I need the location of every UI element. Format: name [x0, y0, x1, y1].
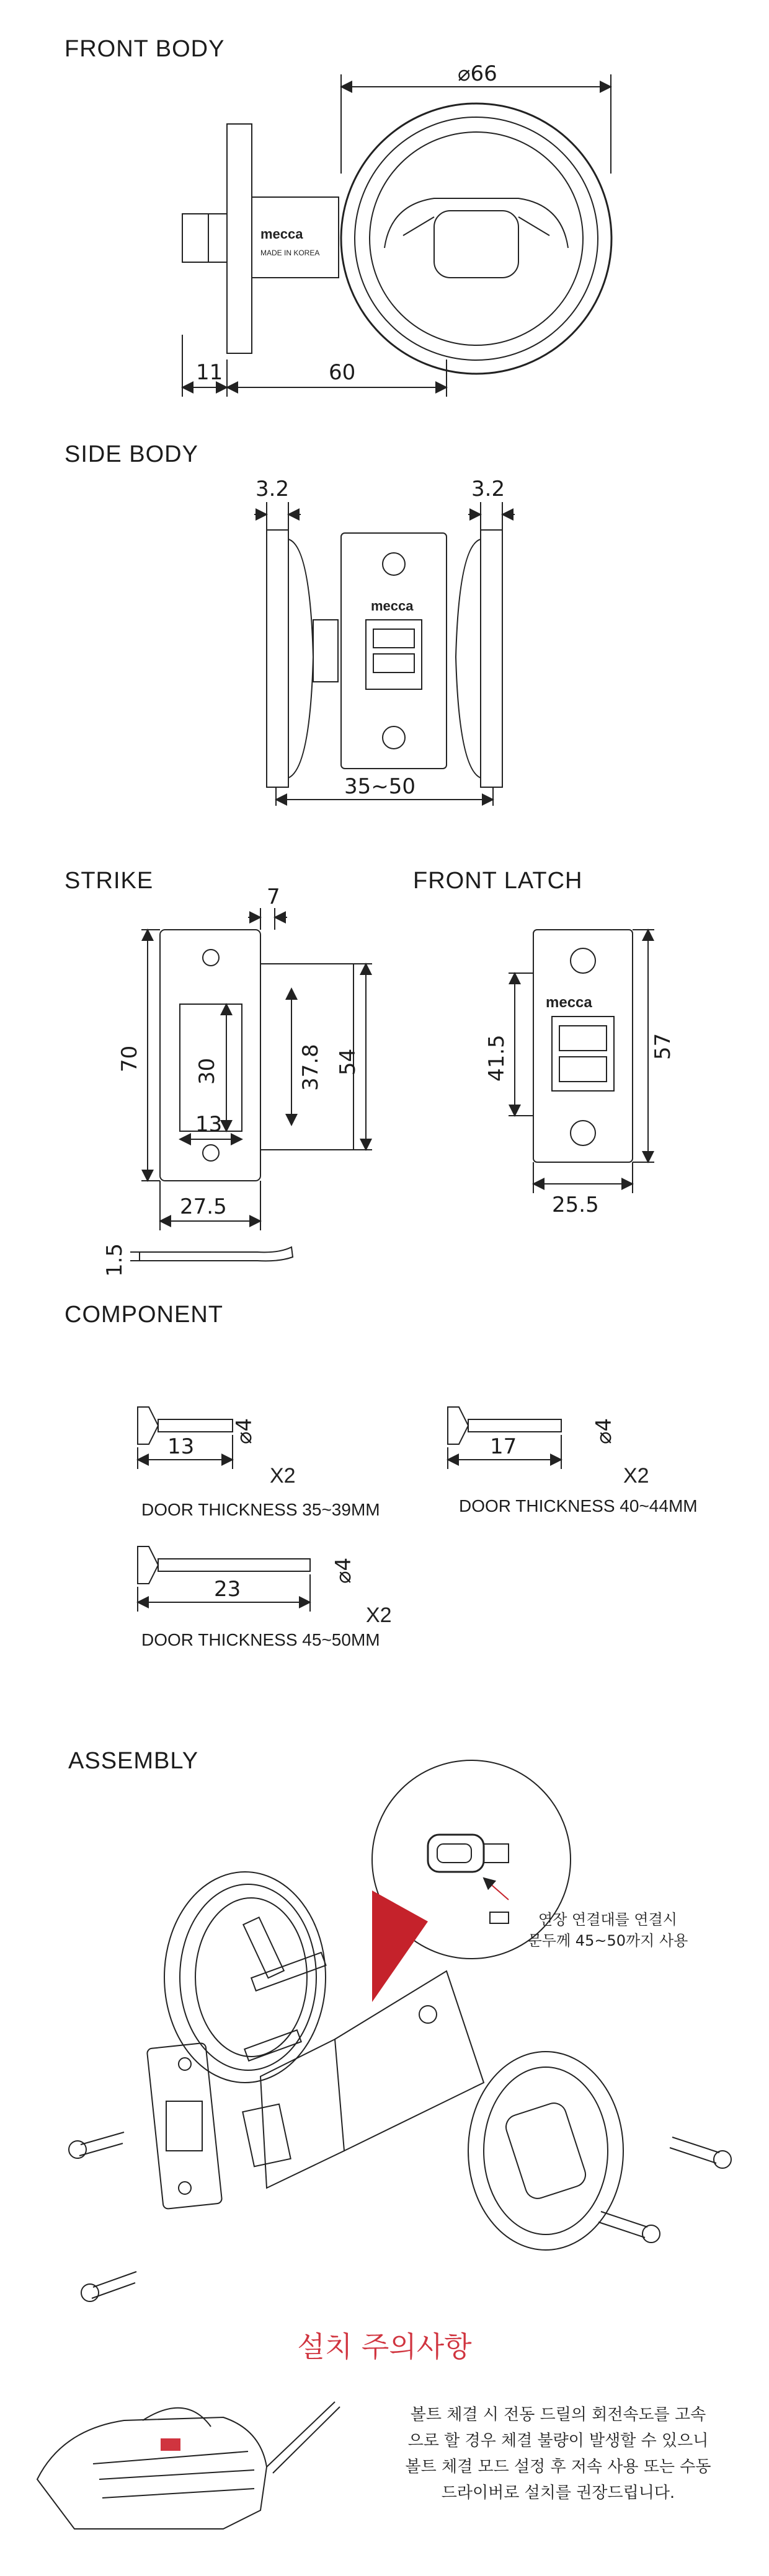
dim-strike-thickness: 1.5: [102, 1243, 127, 1277]
front-latch-title: FRONT LATCH: [413, 868, 583, 894]
screw-17-dia: ⌀4: [592, 1418, 616, 1444]
strike-drawing: [130, 908, 372, 1261]
assembly-rose-front: [468, 2052, 623, 2250]
assembly-rose-back: [164, 1872, 326, 2083]
dim-strike-width: 27.5: [180, 1194, 227, 1219]
dim-latch-width: 25.5: [552, 1193, 599, 1217]
dim-60: 60: [329, 360, 356, 385]
callout-line-2: 문두께 45~50까지 사용: [527, 1932, 688, 1949]
drill-illustration: [37, 2402, 340, 2529]
side-body-title: SIDE BODY: [64, 441, 198, 467]
screw-13-dia: ⌀4: [232, 1418, 257, 1444]
warning-line-1: 볼트 체결 시 전동 드릴의 회전속도를 고속: [410, 2406, 706, 2424]
front-body-made-in: MADE IN KOREA: [260, 249, 320, 257]
screw-23-length: 23: [214, 1577, 241, 1602]
assembly-screws: [69, 2132, 731, 2301]
dim-strike-slot-h: 30: [195, 1057, 220, 1085]
dim-11: 11: [196, 360, 223, 385]
dim-strike-top: 7: [267, 884, 280, 909]
dim-left-thk: 3.2: [256, 477, 290, 501]
dim-latch-inner-h: 41.5: [484, 1034, 509, 1082]
callout-line-1: 연장 연결대를 연결시: [538, 1911, 677, 1928]
dim-diameter: ⌀66: [458, 61, 497, 86]
dim-range: 35~50: [344, 774, 416, 799]
front-body-title: FRONT BODY: [64, 36, 225, 62]
dim-strike-slot-w: 13: [195, 1112, 223, 1137]
screw-17-note: DOOR THICKNESS 40~44MM: [459, 1496, 698, 1515]
front-body-drawing: [182, 74, 611, 397]
assembly-strike-plate: [147, 2043, 223, 2210]
component-title: COMPONENT: [64, 1302, 223, 1328]
dim-strike-box-h: 37.8: [298, 1044, 323, 1091]
warning-line-4: 드라이버로 설치를 권장드립니다.: [441, 2484, 675, 2502]
latch-brand: mecca: [546, 994, 592, 1011]
strike-title: STRIKE: [64, 868, 154, 894]
dim-strike-outer-h: 54: [336, 1048, 360, 1075]
callout-text: [515, 1909, 701, 1951]
screw-23-qty: X2: [366, 1603, 392, 1627]
screw-23-dia: ⌀4: [331, 1557, 356, 1584]
front-body-brand: mecca: [260, 226, 303, 242]
assembly-title: ASSEMBLY: [68, 1748, 199, 1774]
callout-accent: [372, 1890, 428, 2002]
screw-13-qty: X2: [270, 1464, 296, 1488]
screw-13-length: 13: [167, 1434, 195, 1459]
dim-latch-outer-h: 57: [651, 1033, 675, 1060]
warning-line-3: 볼트 체결 모드 설정 후 저속 사용 또는 수동: [405, 2458, 711, 2476]
warning-title: 설치 주의사항: [297, 2330, 472, 2363]
side-body-brand: mecca: [371, 598, 414, 614]
dim-strike-height: 70: [117, 1045, 142, 1072]
screw-17-length: 17: [490, 1434, 517, 1459]
warning-line-2: 으로 할 경우 체결 불량이 발생할 수 있으니: [407, 2432, 709, 2450]
side-body-drawing: [254, 502, 515, 806]
screw-17-qty: X2: [623, 1464, 649, 1488]
dim-right-thk: 3.2: [471, 477, 505, 501]
screw-13-note: DOOR THICKNESS 35~39MM: [141, 1500, 380, 1519]
assembly-latch-body: [242, 1971, 484, 2188]
warning-text: [366, 2402, 750, 2506]
front-latch-drawing: [509, 930, 654, 1193]
screw-23-note: DOOR THICKNESS 45~50MM: [141, 1630, 380, 1649]
